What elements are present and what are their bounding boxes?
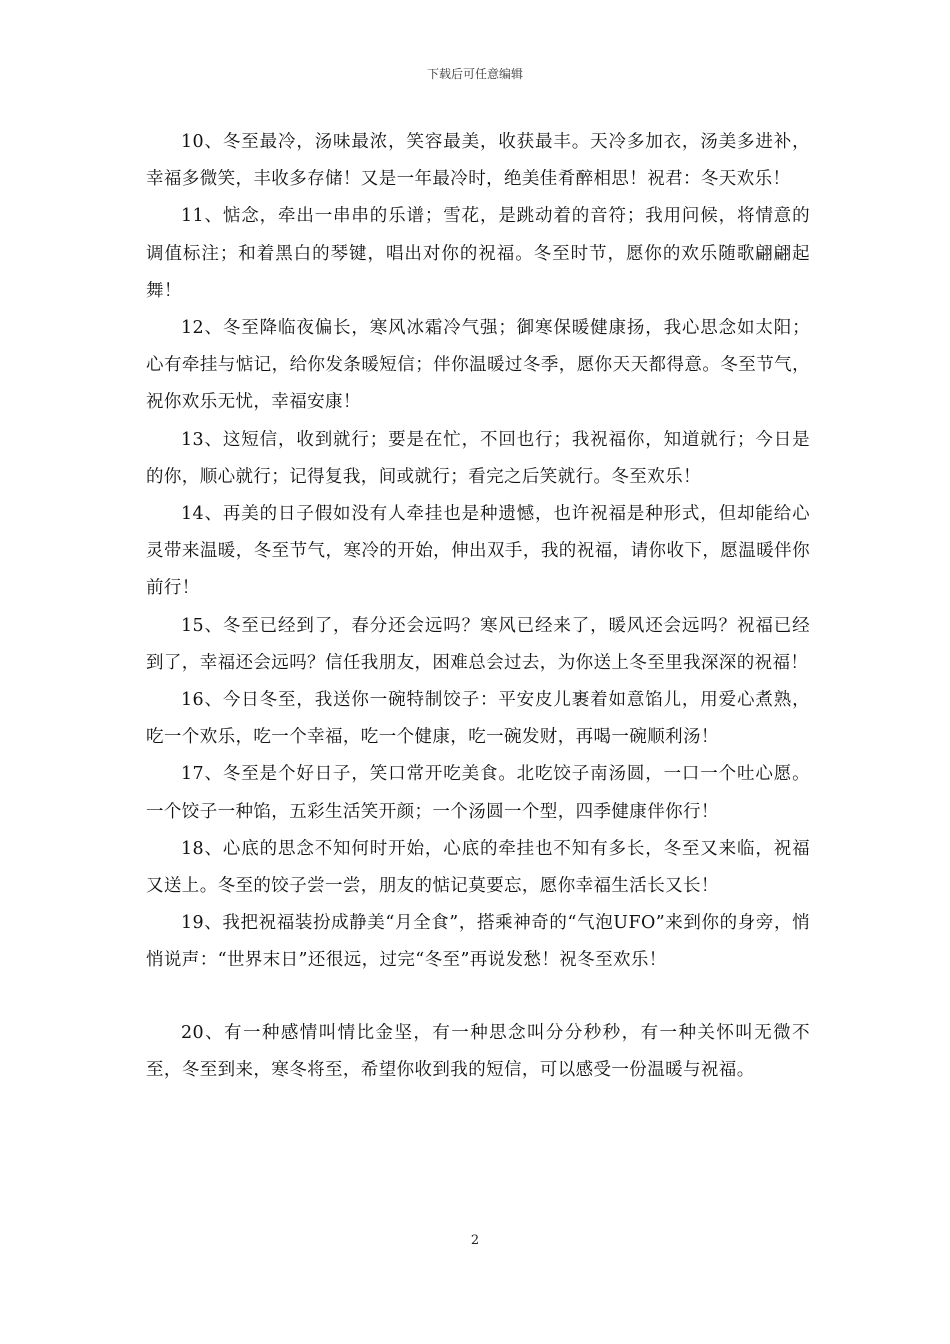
paragraph-18: 18、心底的思念不知何时开始，心底的牵挂也不知有多长，冬至又来临，祝福又送上。冬至的饺子尝一尝，朋友的惦记莫要忘，愿你幸福生活长又长！ [146, 838, 810, 897]
paragraph-19: 19、我把祝福装扮成静美“月全食”，搭乘神奇的“气泡UFO”来到你的身旁，悄悄说声：“世界末日”还很远，过完“冬至”再说发愁！祝冬至欢乐！ [146, 913, 810, 971]
document-body [146, 124, 810, 1089]
paragraph-16: 16、今日冬至，我送你一碗特制饺子：平安皮儿裹着如意馅儿，用爱心煮熟，吃一个欢乐，吃一个幸福，吃一个健康，吃一碗发财，再喝一碗顺利汤！ [146, 690, 810, 748]
paragraph-15: 15、冬至已经到了，春分还会远吗？寒风已经来了，暖风还会远吗？祝福已经到了，幸福还会远吗？信任我朋友，困难总会过去，为你送上冬至里我深深的祝福！ [146, 615, 810, 673]
paragraph-10: 10、冬至最冷，汤味最浓，笑容最美，收获最丰。天冷多加衣，汤美多进补，幸福多微笑，丰收多存储！又是一年最冷时，绝美佳肴醉相思！祝君：冬天欢乐！ [146, 132, 810, 190]
paragraph-13: 13、这短信，收到就行；要是在忙，不回也行；我祝福你，知道就行；今日是的你，顺心就行；记得复我，间或就行；看完之后笑就行。冬至欢乐！ [146, 429, 810, 487]
paragraph-11: 11、惦念，牵出一串串的乐谱；雪花，是跳动着的音符；我用问候，将情意的调值标注；和着黑白的琴键，唱出对你的祝福。冬至时节，愿你的欢乐随歌翩翩起舞！ [146, 206, 810, 301]
paragraph-20: 20、有一种感情叫情比金坚，有一种思念叫分分秒秒，有一种关怀叫无微不至，冬至到来，寒冬将至，希望你收到我的短信，可以感受一份温暖与祝福。 [146, 1022, 810, 1080]
page-header: 下载后可任意编辑 [426, 67, 523, 81]
paragraph-12: 12、冬至降临夜偏长，寒风冰霜冷气强；御寒保暖健康扬，我心思念如太阳；心有牵挂与惦记，给你发条暖短信；伴你温暖过冬季，愿你天天都得意。冬至节气，祝你欢乐无忧，幸福安康！ [146, 318, 810, 413]
paragraph-14: 14、再美的日子假如没有人牵挂也是种遗憾，也许祝福是种形式，但却能给心灵带来温暖，冬至节气，寒冷的开始，伸出双手，我的祝福，请你收下，愿温暖伴你前行！ [146, 504, 810, 599]
page-number: 2 [470, 1233, 480, 1248]
paragraph-17: 17、冬至是个好日子，笑口常开吃美食。北吃饺子南汤圆，一口一个吐心愿。一个饺子一种馅，五彩生活笑开颜；一个汤圆一个型，四季健康伴你行！ [146, 764, 810, 822]
